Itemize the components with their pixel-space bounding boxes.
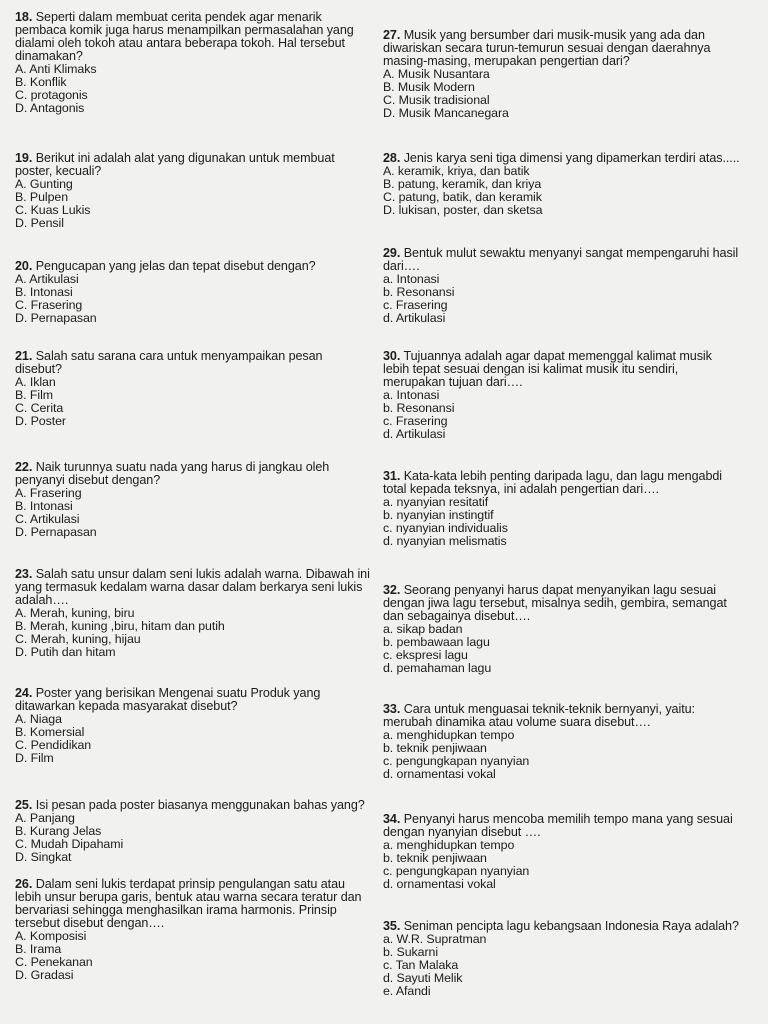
answer-option: a. Intonasi — [383, 389, 440, 402]
answer-option: a. sikap badan — [383, 623, 463, 636]
question-text — [15, 11, 377, 63]
question-text — [15, 568, 377, 607]
question-line: lebih unsur berupa garis, bentuk atau warna secara teratur dan — [15, 891, 362, 904]
answer-option: B. Pulpen — [15, 191, 69, 204]
answer-option: A. Anti Klimaks — [15, 63, 97, 76]
answer-option: a. nyanyian resitatif — [383, 496, 489, 509]
question-number: 19. — [15, 152, 33, 165]
answer-option: B. Film — [15, 389, 53, 402]
question-text — [15, 461, 377, 487]
answer-option: A. Artikulasi — [15, 273, 79, 286]
answer-option: c. Frasering — [383, 415, 448, 428]
answer-options — [15, 487, 377, 539]
answer-option: B. Konflik — [15, 76, 67, 89]
answer-option: C. Cerita — [15, 402, 64, 415]
question-line: pembaca komik juga harus menampilkan permasalahan yang — [15, 24, 354, 37]
answer-option: d. ornamentasi vokal — [383, 768, 496, 781]
answer-option: d. Artikulasi — [383, 428, 446, 441]
question-line: Naik turunnya suatu nada yang harus di jangkau oleh — [35, 461, 330, 474]
question-line: tersebut disebut dengan…. — [15, 917, 165, 930]
answer-option: C. patung, batik, dan keramik — [383, 191, 542, 204]
answer-options — [383, 68, 758, 120]
answer-option: B. Irama — [15, 943, 62, 956]
question-line: poster, kecuali? — [15, 165, 102, 178]
question-35 — [383, 920, 758, 998]
answer-options — [383, 273, 758, 325]
question-number: 34. — [383, 813, 401, 826]
answer-option: C. protagonis — [15, 89, 88, 102]
answer-option: C. Mudah Dipahami — [15, 838, 124, 851]
question-line: adalah…. — [15, 594, 69, 607]
question-line: Berikut ini adalah alat yang digunakan untuk membuat — [35, 152, 335, 165]
answer-option: D. Poster — [15, 415, 66, 428]
question-line: Cara untuk menguasai teknik-teknik bernyanyi, yaitu: — [403, 703, 695, 716]
answer-option: A. Iklan — [15, 376, 56, 389]
question-text — [15, 878, 377, 930]
question-line: merupakan tujuan dari…. — [383, 376, 523, 389]
question-number: 21. — [15, 350, 33, 363]
question-32 — [383, 584, 758, 675]
answer-option: d. ornamentasi vokal — [383, 878, 496, 891]
answer-option: D. Musik Mancanegara — [383, 107, 509, 120]
question-text — [383, 813, 758, 839]
question-line: dari…. — [383, 260, 420, 273]
answer-options — [15, 930, 377, 982]
question-number: 29. — [383, 247, 401, 260]
question-number: 18. — [15, 11, 33, 24]
question-line: dengan nyanyian disebut …. — [383, 826, 541, 839]
answer-option: b. pembawaan lagu — [383, 636, 490, 649]
answer-option: C. Musik tradisional — [383, 94, 490, 107]
question-line: bervariasi sehingga menghasilkan irama harmonis. Prinsip — [15, 904, 337, 917]
question-line: dengan jiwa lagu tersebut, misalnya sedih, gembira, semangat — [383, 597, 727, 610]
answer-option: a. menghidupkan tempo — [383, 839, 515, 852]
question-33 — [383, 703, 758, 781]
answer-option: D. Gradasi — [15, 969, 74, 982]
question-text — [15, 260, 377, 273]
question-line: disebut? — [15, 363, 62, 376]
question-line: Salah satu sarana cara untuk menyampaikan pesan — [35, 350, 323, 363]
answer-option: b. nyanyian instingtif — [383, 509, 494, 522]
question-24 — [15, 687, 377, 765]
answer-option: c. Tan Malaka — [383, 959, 459, 972]
answer-option: b. Resonansi — [383, 402, 455, 415]
answer-option: b. Resonansi — [383, 286, 455, 299]
question-line: lebih tepat sesuai dengan isi kalimat musik itu sendiri, — [383, 363, 679, 376]
answer-option: A. Panjang — [15, 812, 75, 825]
answer-option: C. Frasering — [15, 299, 83, 312]
answer-option: c. pengungkapan nyanyian — [383, 755, 530, 768]
question-line: ditawarkan kepada masyarakat disebut? — [15, 700, 238, 713]
answer-option: d. nyanyian melismatis — [383, 535, 507, 548]
answer-options — [15, 376, 377, 428]
answer-option: e. Afandi — [383, 985, 431, 998]
answer-option: C. Pendidikan — [15, 739, 92, 752]
question-line: dialami oleh tokoh atau antara beberapa tokoh. Hal tersebut — [15, 37, 345, 50]
question-line: dan sebagainya disebut…. — [383, 610, 531, 623]
answer-option: B. Komersial — [15, 726, 85, 739]
question-line: Musik yang bersumber dari musik-musik yang ada dan — [403, 29, 705, 42]
question-20 — [15, 260, 377, 325]
answer-options — [383, 389, 758, 441]
question-text — [383, 703, 758, 729]
question-line: Bentuk mulut sewaktu menyanyi sangat mempengaruhi hasil — [403, 247, 739, 260]
question-31 — [383, 470, 758, 548]
question-number: 32. — [383, 584, 401, 597]
answer-option: C. Kuas Lukis — [15, 204, 91, 217]
question-line: Jenis karya seni tiga dimensi yang dipamerkan terdiri atas..... — [403, 152, 740, 165]
question-number: 24. — [15, 687, 33, 700]
answer-option: D. Film — [15, 752, 54, 765]
question-text — [383, 470, 758, 496]
answer-option: B. Intonasi — [15, 500, 73, 513]
answer-option: D. Pernapasan — [15, 312, 97, 325]
question-number: 35. — [383, 920, 401, 933]
question-number: 27. — [383, 29, 401, 42]
question-line: yang termasuk kedalam warna dasar dalam berkarya seni lukis — [15, 581, 363, 594]
answer-option: d. Sayuti Melik — [383, 972, 463, 985]
answer-options — [383, 165, 758, 217]
answer-option: D. Singkat — [15, 851, 72, 864]
answer-option: A. Frasering — [15, 487, 82, 500]
answer-options — [15, 607, 377, 659]
question-number: 22. — [15, 461, 33, 474]
answer-option: D. Pernapasan — [15, 526, 97, 539]
answer-options — [383, 496, 758, 548]
answer-option: B. Intonasi — [15, 286, 73, 299]
question-line: penyanyi disebut dengan? — [15, 474, 161, 487]
answer-option: c. Frasering — [383, 299, 448, 312]
question-text — [383, 350, 758, 389]
question-line: masing-masing, merupakan pengertian dari? — [383, 55, 630, 68]
question-30 — [383, 350, 758, 441]
question-number: 30. — [383, 350, 401, 363]
question-line: Isi pesan pada poster biasanya menggunakan bahas yang? — [35, 799, 365, 812]
answer-option: B. patung, keramik, dan kriya — [383, 178, 542, 191]
question-27 — [383, 29, 758, 120]
answer-option: A. Musik Nusantara — [383, 68, 490, 81]
question-line: dinamakan? — [15, 50, 83, 63]
question-number: 25. — [15, 799, 33, 812]
answer-option: A. Niaga — [15, 713, 62, 726]
question-number: 20. — [15, 260, 33, 273]
answer-option: A. Komposisi — [15, 930, 87, 943]
question-22 — [15, 461, 377, 539]
answer-options — [15, 63, 377, 115]
answer-option: A. Gunting — [15, 178, 73, 191]
answer-option: a. Intonasi — [383, 273, 440, 286]
question-line: Dalam seni lukis terdapat prinsip pengulangan satu atau — [35, 878, 345, 891]
answer-option: C. Artikulasi — [15, 513, 80, 526]
question-text — [15, 152, 377, 178]
question-line: Penyanyi harus mencoba memilih tempo mana yang sesuai — [403, 813, 733, 826]
answer-option: a. menghidupkan tempo — [383, 729, 515, 742]
question-21 — [15, 350, 377, 428]
question-text — [15, 350, 377, 376]
question-23 — [15, 568, 377, 659]
question-number: 31. — [383, 470, 401, 483]
answer-option: D. lukisan, poster, dan sketsa — [383, 204, 543, 217]
question-number: 23. — [15, 568, 33, 581]
question-line: merubah dinamika atau volume suara disebut…. — [383, 716, 651, 729]
answer-option: A. keramik, kriya, dan batik — [383, 165, 530, 178]
answer-option: D. Pensil — [15, 217, 64, 230]
question-29 — [383, 247, 758, 325]
answer-option: B. Musik Modern — [383, 81, 475, 94]
question-line: Salah satu unsur dalam seni lukis adalah warna. Dibawah ini — [35, 568, 370, 581]
question-line: Seperti dalam membuat cerita pendek agar menarik — [35, 11, 322, 24]
answer-option: a. W.R. Supratman — [383, 933, 487, 946]
answer-options — [15, 273, 377, 325]
question-26 — [15, 878, 377, 982]
question-line: Seniman pencipta lagu kebangsaan Indonesia Raya adalah? — [403, 920, 739, 933]
question-28 — [383, 152, 758, 217]
question-number: 28. — [383, 152, 401, 165]
question-19 — [15, 152, 377, 230]
answer-option: A. Merah, kuning, biru — [15, 607, 135, 620]
question-number: 33. — [383, 703, 401, 716]
answer-option: C. Merah, kuning, hijau — [15, 633, 141, 646]
answer-option: b. teknik penjiwaan — [383, 852, 487, 865]
answer-options — [15, 812, 377, 864]
answer-option: c. pengungkapan nyanyian — [383, 865, 530, 878]
answer-option: D. Putih dan hitam — [15, 646, 116, 659]
question-text — [15, 687, 377, 713]
answer-option: b. Sukarni — [383, 946, 438, 959]
answer-option: D. Antagonis — [15, 102, 85, 115]
answer-option: b. teknik penjiwaan — [383, 742, 487, 755]
question-25 — [15, 799, 377, 864]
answer-option: C. Penekanan — [15, 956, 93, 969]
answer-options — [383, 839, 758, 891]
question-34 — [383, 813, 758, 891]
question-number: 26. — [15, 878, 33, 891]
answer-option: d. Artikulasi — [383, 312, 446, 325]
question-line: Pengucapan yang jelas dan tepat disebut dengan? — [35, 260, 316, 273]
answer-option: d. pemahaman lagu — [383, 662, 492, 675]
question-line: total kepada teksnya, ini adalah pengertian dari…. — [383, 483, 660, 496]
question-text — [383, 247, 758, 273]
question-text — [383, 29, 758, 68]
question-line: diwariskan secara turun-temurun sesuai dengan daerahnya — [383, 42, 711, 55]
question-18 — [15, 11, 377, 115]
answer-option: B. Kurang Jelas — [15, 825, 102, 838]
answer-options — [383, 623, 758, 675]
question-line: Seorang penyanyi harus dapat menyanyikan lagu sesuai — [403, 584, 716, 597]
answer-option: c. nyanyian individualis — [383, 522, 508, 535]
answer-options — [15, 713, 377, 765]
answer-options — [15, 178, 377, 230]
question-line: Tujuannya adalah agar dapat memenggal kalimat musik — [403, 350, 712, 363]
question-text — [383, 584, 758, 623]
answer-option: B. Merah, kuning ,biru, hitam dan putih — [15, 620, 225, 633]
question-text — [383, 920, 758, 933]
answer-option: c. ekspresi lagu — [383, 649, 468, 662]
answer-options — [383, 729, 758, 781]
question-text — [383, 152, 758, 165]
question-line: Poster yang berisikan Mengenai suatu Produk yang — [35, 687, 321, 700]
question-line: Kata-kata lebih penting daripada lagu, dan lagu mengabdi — [403, 470, 723, 483]
question-text — [15, 799, 377, 812]
answer-options — [383, 933, 758, 998]
